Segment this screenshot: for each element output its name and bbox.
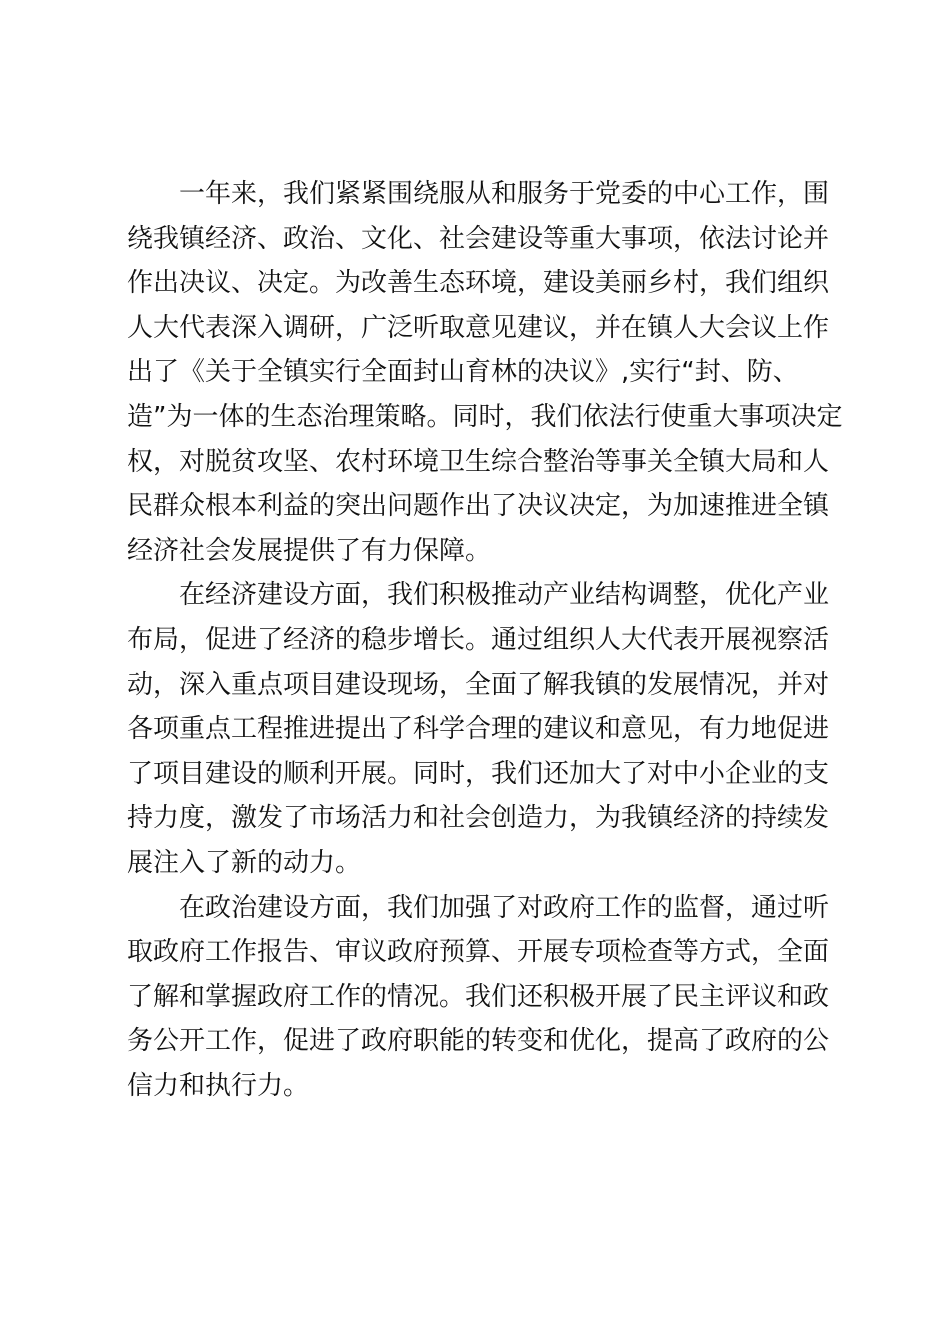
paragraph-line: 布局，促进了经济的稳步增长。通过组织人大代表开展视察活 (127, 624, 830, 655)
paragraph-line: 人大代表深入调研，广泛听取意见建议，并在镇人大会议上作 (127, 312, 830, 343)
paragraph-line: 造”为一体的生态治理策略。同时，我们依法行使重大事项决定 (127, 401, 843, 432)
paragraph-1 (127, 172, 843, 573)
paragraph-2 (127, 573, 837, 885)
paragraph-line: 在经济建设方面，我们积极推动产业结构调整，优化产业 (179, 580, 830, 611)
paragraph-line: 民群众根本利益的突出问题作出了决议决定，为加速推进全镇 (127, 491, 830, 522)
paragraph-line: 展注入了新的动力。 (127, 847, 362, 878)
paragraph-line: 权，对脱贫攻坚、农村环境卫生综合整治等事关全镇大局和人 (127, 446, 830, 477)
paragraph-3 (127, 886, 837, 1109)
paragraph-line: 绕我镇经济、政治、文化、社会建设等重大事项，依法讨论并 (127, 223, 830, 254)
paragraph-line: 了项目建设的顺利开展。同时，我们还加大了对中小企业的支 (127, 758, 830, 789)
document-body (127, 172, 843, 1108)
paragraph-line: 持力度，激发了市场活力和社会创造力，为我镇经济的持续发 (127, 803, 830, 834)
paragraph-line: 取政府工作报告、审议政府预算、开展专项检查等方式，全面 (127, 937, 830, 968)
paragraph-line: 一年来，我们紧紧围绕服从和服务于党委的中心工作，围 (179, 179, 830, 209)
paragraph-line: 在政治建设方面，我们加强了对政府工作的监督，通过听 (179, 892, 830, 923)
paragraph-line: 动，深入重点项目建设现场，全面了解我镇的发展情况，并对 (127, 669, 830, 700)
paragraph-line: 作出决议、决定。为改善生态环境，建设美丽乡村，我们组织 (127, 268, 830, 299)
paragraph-line: 信力和执行力。 (127, 1070, 310, 1101)
paragraph-line: 务公开工作，促进了政府职能的转变和优化，提高了政府的公 (127, 1026, 830, 1057)
paragraph-line: 了解和掌握政府工作的情况。我们还积极开展了民主评议和政 (127, 981, 830, 1012)
paragraph-line: 各项重点工程推进提出了科学合理的建议和意见，有力地促进 (127, 714, 830, 745)
paragraph-line: 出了《关于全镇实行全面封山育林的决议》,实行“封、防、 (127, 357, 799, 388)
paragraph-line: 经济社会发展提供了有力保障。 (127, 535, 492, 566)
